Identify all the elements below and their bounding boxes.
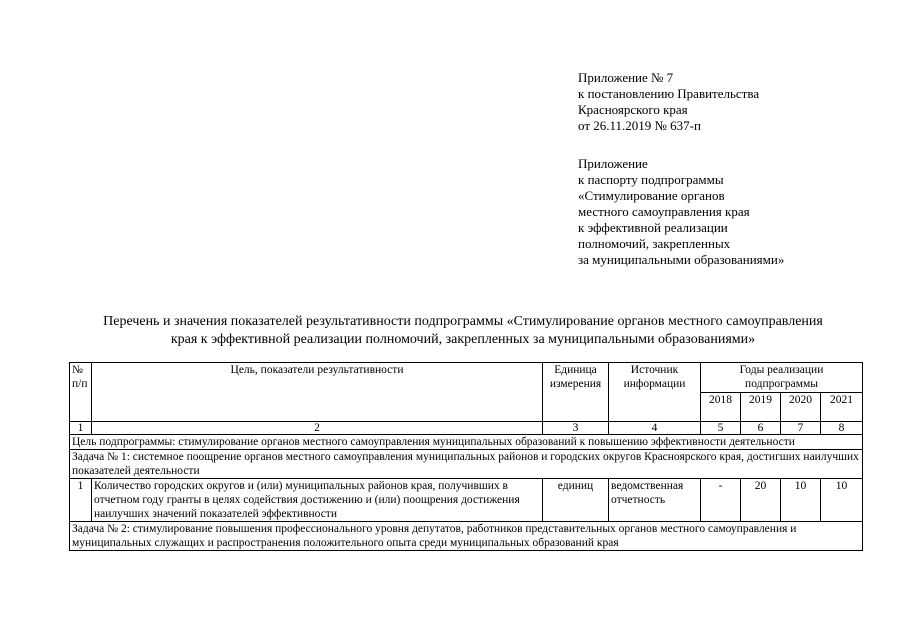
annex-passport-line: полномочий, закрепленных [578, 236, 731, 251]
goal-row: Цель подпрограммы: стимулирование органов местного самоуправления муниципальных образований к повышению эффективности деятельности [70, 435, 863, 450]
header-unit: Единица измерения [543, 363, 609, 422]
annex-passport-line: к паспорту подпрограммы [578, 172, 724, 187]
annex-7-line: Приложение № 7 [578, 70, 674, 85]
annex-7-line: от 26.11.2019 № 637-п [578, 118, 701, 133]
annex-passport-line: Приложение [578, 156, 648, 171]
indicator-source: ведомственная отчетность [609, 479, 701, 522]
annex-passport-header [578, 156, 784, 268]
column-number: 7 [781, 422, 821, 435]
header-years-group: Годы реализации подпрограммы [701, 363, 863, 393]
annex-passport-line: к эффективной реализации [578, 220, 728, 235]
indicator-unit: единиц [543, 479, 609, 522]
column-number: 5 [701, 422, 741, 435]
column-numbers-row [70, 422, 863, 435]
task-2-row: Задача № 2: стимулирование повышения профессионального уровня депутатов, работников представительных органов местного самоуправления и муниципальных служащих и распространения положительного опыта среди муниципальных образований края [70, 522, 863, 551]
column-number: 6 [741, 422, 781, 435]
indicator-value-2018: - [701, 479, 741, 522]
header-year: 2018 [701, 392, 741, 422]
column-number: 1 [70, 422, 92, 435]
column-number: 4 [609, 422, 701, 435]
annex-7-header [578, 70, 759, 134]
indicator-value-2019: 20 [741, 479, 781, 522]
header-year: 2021 [821, 392, 863, 422]
indicators-table [69, 362, 863, 551]
annex-7-line: Красноярского края [578, 102, 688, 117]
indicator-num: 1 [70, 479, 92, 522]
header-year: 2019 [741, 392, 781, 422]
column-number: 8 [821, 422, 863, 435]
annex-passport-line: за муниципальными образованиями» [578, 252, 785, 267]
header-source: Источник информации [609, 363, 701, 422]
document-title-line-2: края к эффективной реализации полномочий, закрепленных за муниципальными образованиями» [170, 332, 756, 347]
column-number: 3 [543, 422, 609, 435]
column-number: 2 [92, 422, 543, 435]
indicator-value-2020: 10 [781, 479, 821, 522]
annex-7-line: к постановлению Правительства [578, 86, 760, 101]
document-title [60, 313, 866, 349]
header-num: № п/п [70, 363, 92, 422]
indicator-row [70, 479, 863, 522]
indicator-value-2021: 10 [821, 479, 863, 522]
annex-passport-line: местного самоуправления края [578, 204, 750, 219]
header-goal: Цель, показатели результативности [92, 363, 543, 422]
task-1-row: Задача № 1: системное поощрение органов местного самоуправления муниципальных районов и городских округов Красноярского края, достигших наилучших показателей деятельности [70, 450, 863, 479]
annex-passport-line: «Стимулирование органов [578, 188, 725, 203]
header-year: 2020 [781, 392, 821, 422]
indicator-name: Количество городских округов и (или) муниципальных районов края, получивших в отчетном году гранты в целях содействия достижению и (или) поощрения достижения наилучших значений показателей эффективности [92, 479, 543, 522]
document-title-line-1: Перечень и значения показателей результативности подпрограммы «Стимулирование органов местного самоуправления [103, 314, 823, 329]
